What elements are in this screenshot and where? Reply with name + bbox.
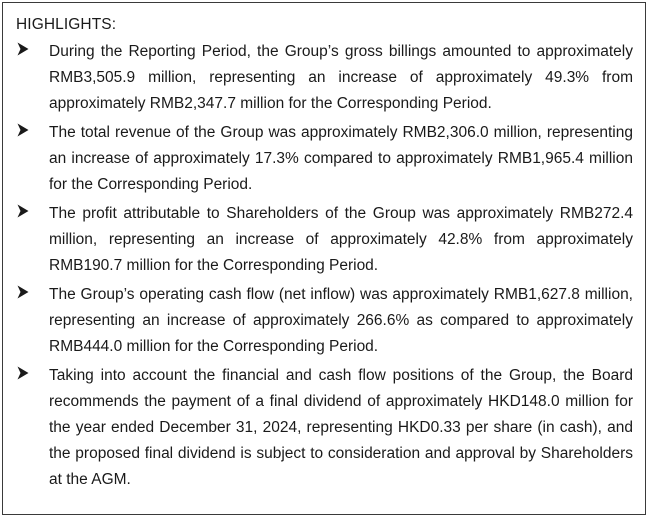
arrowhead-bullet-icon [17,285,29,299]
highlight-text: The total revenue of the Group was approximately RMB2,306.0 million, representing an increase of approximately 17.3% compared to approximately RMB1,965.4 million for the Corresponding Period. [49,124,633,193]
list-item [3,39,647,120]
highlight-text: The profit attributable to Shareholders of the Group was approximately RMB272.4 million, representing an increase of approximately 42.8% from approximately RMB190.7 million for the Corresponding Period. [49,205,633,274]
arrowhead-bullet-icon [17,366,29,380]
list-item [3,120,647,201]
highlight-text: Taking into account the financial and cash flow positions of the Group, the Board recommends the payment of a final dividend of approximately HKD148.0 million for the year ended December 31, 2024, representing HKD0.33 per share (in cash), and the proposed final dividend is subject to consideration and approval by Shareholders at the AGM. [49,367,633,488]
arrowhead-bullet-icon [17,204,29,218]
arrowhead-bullet-icon [17,123,29,137]
list-item [3,201,647,282]
list-item [3,282,647,363]
highlights-list [3,39,647,493]
arrowhead-bullet-icon [17,42,29,56]
highlights-box [2,2,646,515]
highlights-heading: HIGHLIGHTS: [16,16,117,33]
highlight-text: The Group’s operating cash flow (net inflow) was approximately RMB1,627.8 million, representing an increase of approximately 266.6% as compared to approximately RMB444.0 million for the Corresponding Period. [49,286,633,355]
list-item [3,363,647,493]
highlight-text: During the Reporting Period, the Group’s gross billings amounted to approximately RMB3,505.9 million, representing an increase of approximately 49.3% from approximately RMB2,347.7 million for the Corresponding Period. [49,43,633,112]
